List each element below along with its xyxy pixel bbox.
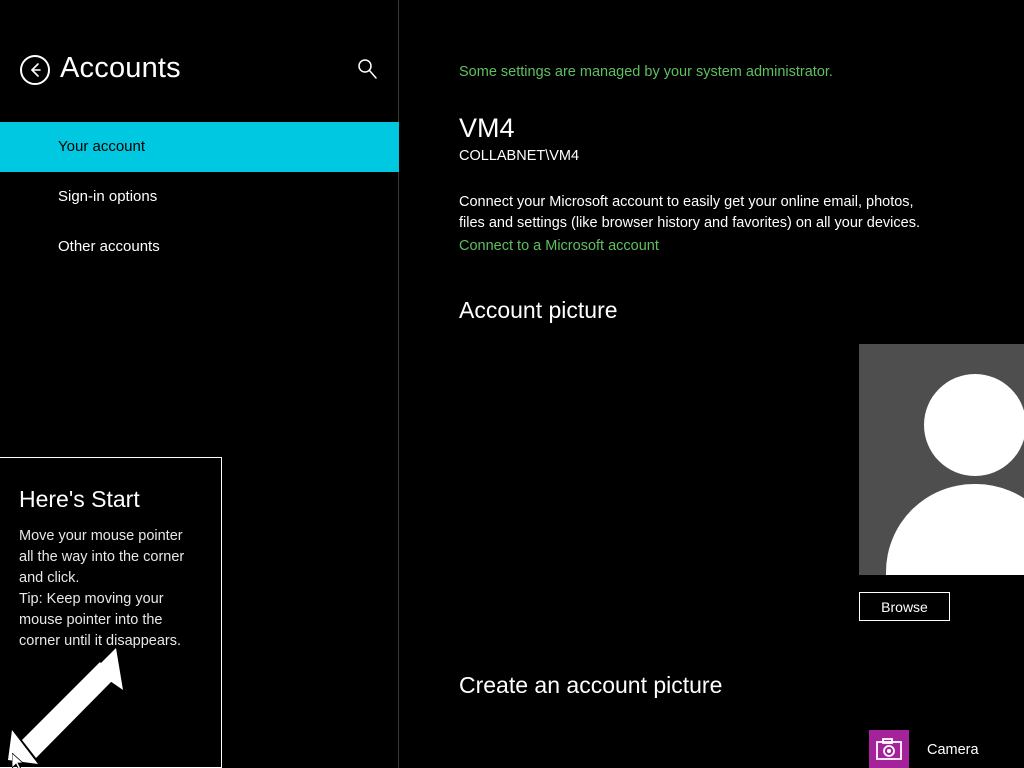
sidebar-item-label: Your account [58,138,146,155]
tip-line: and click. [19,570,80,586]
account-picture-heading: Account picture [459,297,618,323]
camera-app-label: Camera [927,742,979,758]
account-name: VM4 [459,113,515,143]
settings-left-panel [0,0,399,768]
sidebar-item-other-accounts[interactable] [0,222,399,272]
search-icon[interactable] [356,58,378,80]
heres-start-tip [0,457,222,768]
admin-managed-note: Some settings are managed by your system administrator. [459,64,833,80]
tip-title: Here's Start [19,486,140,512]
account-domain: COLLABNET\VM4 [459,148,580,164]
camera-app-item[interactable] [869,730,979,768]
page-title: Accounts [60,52,181,84]
user-avatar-placeholder-head [924,374,1024,476]
connect-microsoft-account-link[interactable]: Connect to a Microsoft account [459,238,659,254]
create-account-picture-heading: Create an account picture [459,672,723,698]
camera-icon [869,730,909,768]
sidebar-item-your-account[interactable] [0,122,399,172]
back-arrow-icon [22,57,48,83]
user-avatar-placeholder-body [886,484,1024,575]
mouse-pointer-icon [12,753,24,768]
tip-line: mouse pointer into the [19,612,163,628]
back-button[interactable] [20,55,50,85]
account-settings-content [400,0,1024,768]
sidebar-item-sign-in-options[interactable] [0,172,399,222]
browse-button[interactable]: Browse [859,592,950,621]
arrow-down-left-icon [8,648,123,768]
connect-description: Connect your Microsoft account to easily get your online email, photos, files and settings (like browser history and favorites) on all your devices. [459,194,920,231]
settings-nav-list [0,122,399,272]
tip-line: Tip: Keep moving your [19,591,164,607]
account-picture-preview[interactable] [859,344,1024,575]
sidebar-item-label: Sign-in options [58,188,158,205]
tip-line: all the way into the corner [19,549,185,565]
tip-line: Move your mouse pointer [19,528,183,544]
tip-body [19,526,209,651]
sidebar-item-label: Other accounts [58,238,160,255]
tip-line: corner until it disappears. [19,633,181,649]
